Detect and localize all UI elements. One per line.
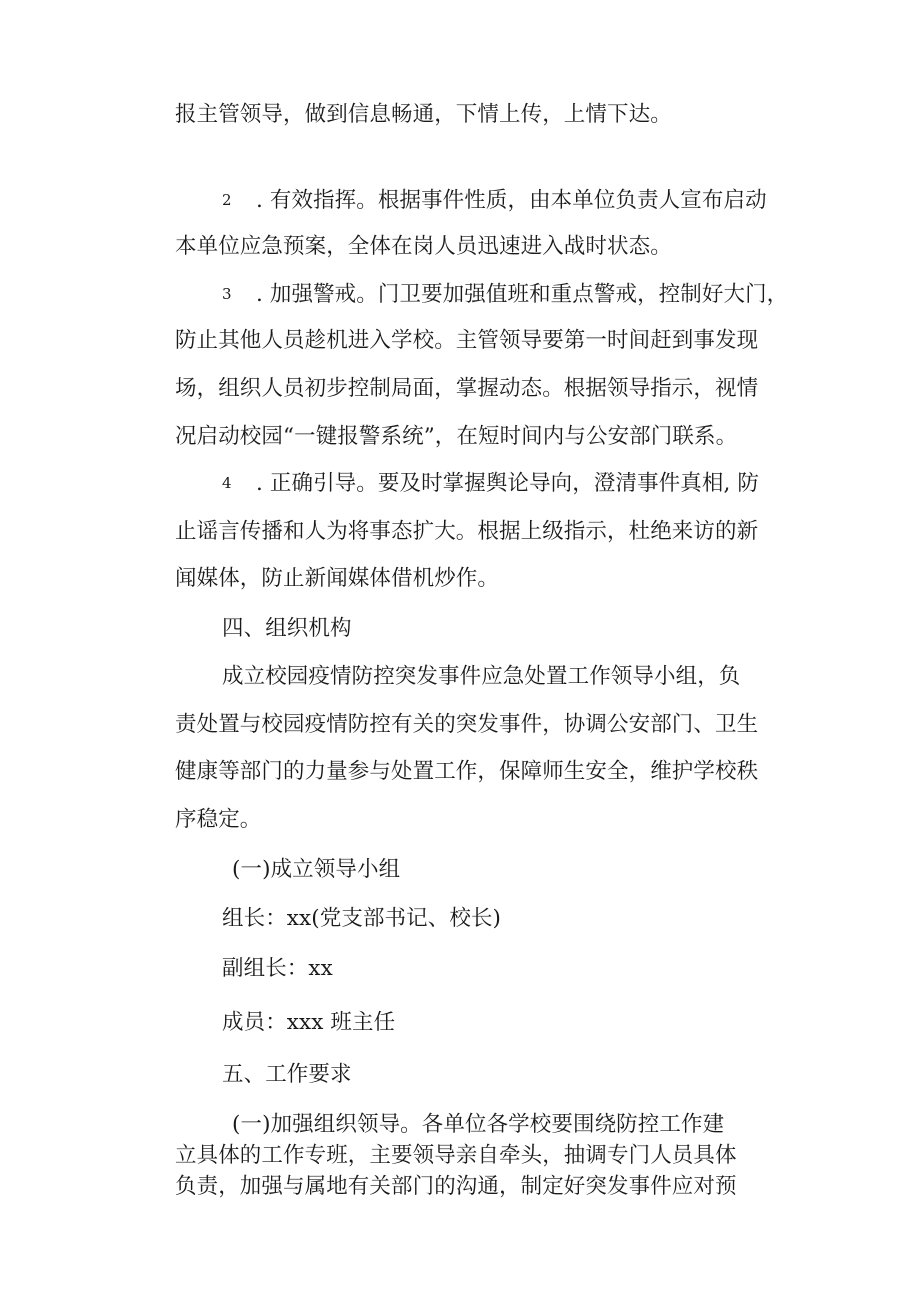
list-number: 3 <box>222 285 232 303</box>
paragraph-line: 立具体的工作专班，主要领导亲自牵头，抽调专门人员具体 <box>175 1143 737 1168</box>
paragraph-line: 报主管领导，做到信息畅通，下情上传，上情下达。 <box>175 102 672 127</box>
paragraph-line: 闻媒体，防止新闻媒体借机炒作。 <box>175 566 500 591</box>
members-line: 成员：xxx 班主任 <box>222 1010 396 1035</box>
section-heading: 五、工作要求 <box>222 1062 352 1087</box>
paragraph-line: 负责，加强与属地有关部门的沟通，制定好突发事件应对预 <box>175 1174 737 1199</box>
paragraph-line: 健康等部门的力量参与处置工作，保障师生安全，维护学校秩 <box>175 759 759 784</box>
paragraph-line: 防止其他人员趁机进入学校。主管领导要第一时间赶到事发现 <box>175 328 759 353</box>
paragraph-line: . 正确引导。要及时掌握舆论导向，澄清事件真相, 防 <box>256 471 759 496</box>
leader-line: 组长：xx(党支部书记、校长) <box>222 906 502 931</box>
paragraph-line: 本单位应急预案，全体在岗人员迅速进入战时状态。 <box>175 234 672 259</box>
paragraph-line: (一)加强组织领导。各单位各学校要围绕防控工作建 <box>232 1112 725 1137</box>
list-item-2 <box>222 190 767 212</box>
list-item-3 <box>222 284 788 306</box>
paragraph-line: 场，组织人员初步控制局面，掌握动态。根据领导指示，视情 <box>175 376 759 401</box>
paragraph-line: . 加强警戒。门卫要加强值班和重点警戒，控制好大门， <box>256 282 789 307</box>
paragraph-line: 况启动校园“一键报警系统”，在短时间内与公安部门联系。 <box>175 424 738 449</box>
deputy-line: 副组长：xx <box>222 956 333 981</box>
subsection-heading: (一)成立领导小组 <box>232 857 401 882</box>
section-heading: 四、组织机构 <box>222 616 352 641</box>
paragraph-line: 止谣言传播和人为将事态扩大。根据上级指示，杜绝来访的新 <box>175 519 759 544</box>
list-number: 4 <box>222 474 232 492</box>
paragraph-line: 序稳定。 <box>175 807 262 832</box>
paragraph-line: 责处置与校园疫情防控有关的突发事件，协调公安部门、卫生 <box>175 712 759 737</box>
list-number: 2 <box>222 191 232 209</box>
paragraph-line: 成立校园疫情防控突发事件应急处置工作领导小组，负 <box>222 664 741 689</box>
paragraph-line: . 有效指挥。根据事件性质，由本单位负责人宣布启动 <box>256 188 767 213</box>
list-item-4 <box>222 473 759 495</box>
